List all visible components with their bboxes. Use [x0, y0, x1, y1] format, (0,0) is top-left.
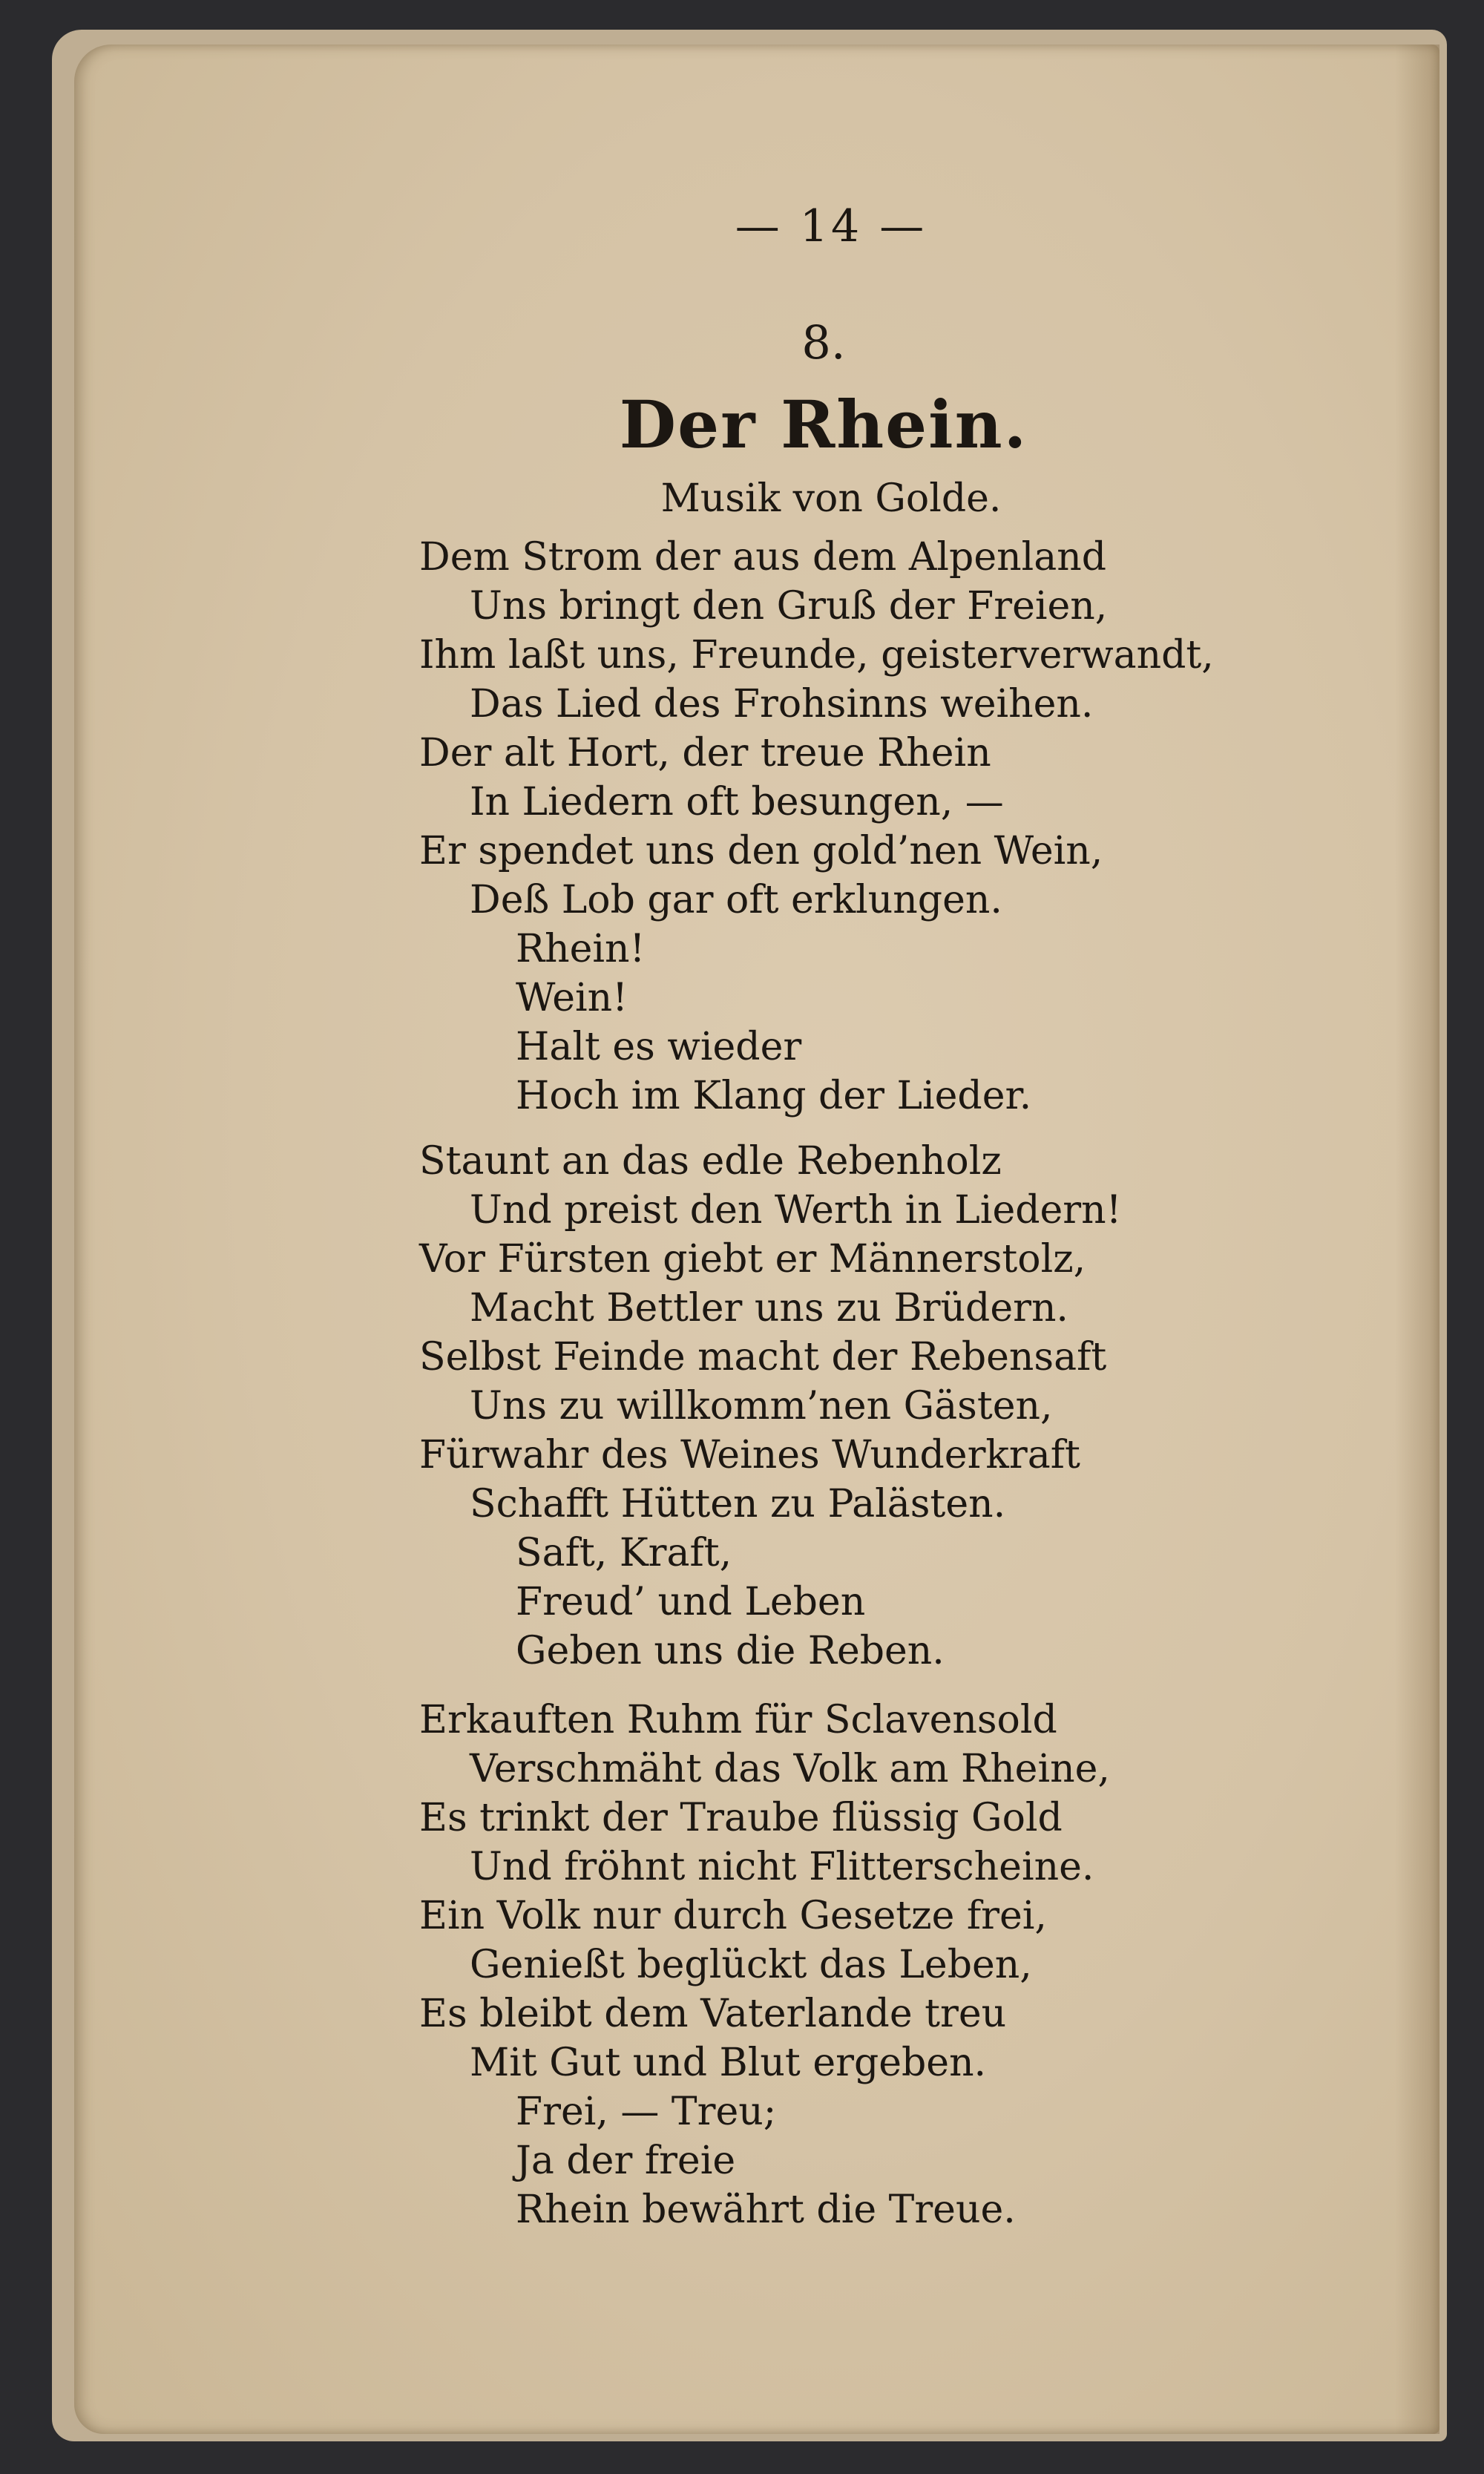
verse-line: Erkauften Ruhm für Sclavensold [419, 1698, 1057, 1742]
poem-subtitle: Musik von Golde. [660, 476, 1002, 521]
refrain-line: Geben uns die Reben. [516, 1629, 945, 1673]
verse-line: Und fröhnt nicht Flitterscheine. [470, 1845, 1094, 1889]
verse-line: Fürwahr des Weines Wunderkraft [419, 1433, 1080, 1477]
verse-line: Vor Fürsten giebt er Männerstolz, [419, 1237, 1086, 1282]
verse-line: Das Lied des Frohsinns weihen. [470, 682, 1094, 726]
verse-line: Ein Volk nur durch Gesetze frei, [419, 1894, 1047, 1938]
verse-line: In Liedern oft besungen, — [470, 780, 1004, 824]
verse-line: Macht Bettler uns zu Brüdern. [470, 1286, 1068, 1330]
refrain-line: Ja der freie [516, 2139, 736, 2183]
verse-line: Mit Gut und Blut ergeben. [470, 2041, 987, 2085]
verse-line: Und preist den Werth in Liedern! [470, 1188, 1122, 1233]
verse-line: Dem Strom der aus dem Alpenland [419, 535, 1107, 580]
stanza-3 [419, 1696, 1310, 2234]
page-number: — 14 — [735, 200, 928, 252]
verse-line: Deß Lob gar oft erklungen. [470, 878, 1002, 922]
verse-line: Ihm laßt uns, Freunde, geisterverwandt, [419, 633, 1214, 677]
verse-line: Schafft Hütten zu Palästen. [470, 1482, 1006, 1526]
verse-line: Es bleibt dem Vaterlande treu [419, 1992, 1007, 2036]
stanza-1 [419, 533, 1310, 1120]
refrain-line: Rhein! [516, 927, 646, 971]
stanza-2 [419, 1137, 1310, 1676]
refrain-line: Freud’ und Leben [516, 1580, 866, 1624]
refrain-line: Wein! [516, 976, 628, 1020]
verse-line: Der alt Hort, der treue Rhein [419, 731, 991, 775]
verse-line: Es trinkt der Traube flüssig Gold [419, 1796, 1063, 1840]
verse-line: Verschmäht das Volk am Rheine, [470, 1747, 1110, 1791]
refrain-line: Halt es wieder [516, 1025, 802, 1069]
verse-line: Uns zu willkomm’nen Gästen, [470, 1384, 1053, 1428]
verse-line: Er spendet uns den gold’nen Wein, [419, 829, 1103, 873]
verse-line: Genießt beglückt das Leben, [470, 1943, 1032, 1987]
refrain-line: Rhein bewährt die Treue. [516, 2188, 1016, 2232]
verse-line: Selbst Feinde macht der Rebensaft [419, 1335, 1107, 1379]
poem-number: 8. [801, 315, 846, 370]
refrain-line: Frei, — Treu; [516, 2090, 777, 2134]
poem-title: Der Rhein. [619, 386, 1028, 463]
verse-line: Uns bringt den Gruß der Freien, [470, 584, 1108, 629]
refrain-line: Saft, Kraft, [516, 1531, 732, 1575]
refrain-line: Hoch im Klang der Lieder. [516, 1074, 1032, 1118]
verse-line: Staunt an das edle Rebenholz [419, 1139, 1002, 1184]
